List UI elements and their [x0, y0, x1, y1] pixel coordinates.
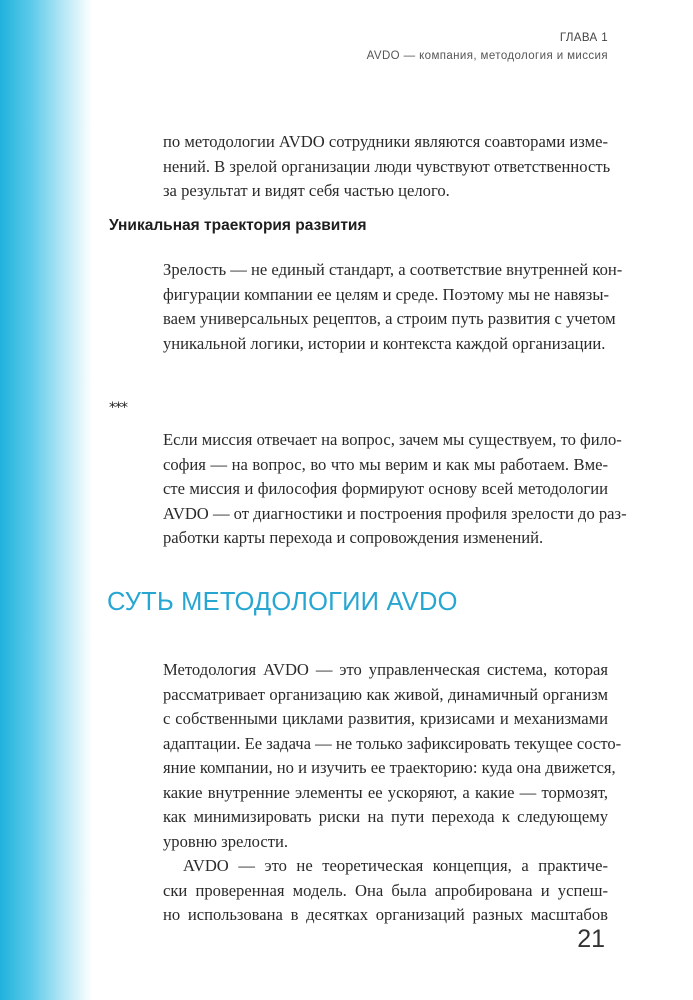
paragraph-3: [163, 428, 627, 551]
paragraph-line: AVDO — от диагностики и построения профиля зрелости до раз-: [163, 503, 627, 523]
paragraph-line: но использована в десятках организаций разных масштабов: [163, 905, 608, 924]
paragraph-line: за результат и видят себя частью целого.: [163, 181, 450, 200]
paragraph-5: [163, 854, 608, 928]
paragraph-line: AVDO — это не теоретическая концепция, а практиче-: [183, 856, 608, 875]
paragraph-line: софия — на вопрос, во что мы верим и как мы работаем. Вме-: [163, 454, 608, 474]
paragraph-line: с собственными циклами развития, кризисами и механизмами: [163, 709, 608, 728]
paragraph-line: рассматривает организацию как живой, динамичный организм: [163, 684, 608, 704]
paragraph-line: как минимизировать риски на пути перехода к следующему: [163, 807, 608, 826]
paragraph-line: адаптации. Ее задача — не только зафиксировать текущее состо-: [163, 733, 622, 753]
paragraph-line: Методология AVDO — это управленческая система, которая: [163, 660, 608, 679]
page-edge-gradient: [0, 0, 92, 1000]
subheading: Уникальная траектория развития: [109, 217, 367, 234]
paragraph-line: сте миссия и философия формируют основу всей методологии: [163, 479, 608, 498]
page-number: 21: [577, 925, 605, 953]
paragraph-line: по методологии AVDO сотрудники являются соавторами изме-: [163, 132, 608, 151]
paragraph-2: [163, 258, 623, 356]
paragraph-line: ски проверенная модель. Она была апробирована и успеш-: [163, 880, 608, 900]
paragraph-1: [163, 130, 611, 204]
paragraph-line: ваем универсальных рецептов, а строим путь развития с учетом: [163, 309, 616, 328]
paragraph-4: [163, 658, 622, 854]
paragraph-line: фигурации компании ее целям и среде. Поэтому мы не навязы-: [163, 284, 610, 304]
paragraph-line: яние компании, но и изучить ее траекторию: куда она движется,: [163, 758, 616, 777]
running-head-chapter: ГЛАВА 1: [559, 32, 608, 44]
running-head-title: AVDO — компания, методология и миссия: [366, 50, 608, 62]
paragraph-line: уровню зрелости.: [163, 831, 289, 851]
paragraph-line: работки карты перехода и сопровождения изменений.: [163, 528, 544, 547]
paragraph-line: нений. В зрелой организации люди чувствуют ответственность: [163, 156, 611, 176]
section-separator: ***: [109, 400, 127, 416]
paragraph-line: какие внутренние элементы ее ускоряют, а какие — тормозят,: [163, 782, 608, 802]
section-title: СУТЬ МЕТОДОЛОГИИ AVDO: [107, 588, 458, 616]
paragraph-line: Зрелость — не единый стандарт, а соответствие внутренней кон-: [163, 260, 623, 279]
paragraph-line: Если миссия отвечает на вопрос, зачем мы существуем, то фило-: [163, 430, 622, 449]
paragraph-line: уникальной логики, истории и контекста каждой организации.: [163, 333, 606, 353]
